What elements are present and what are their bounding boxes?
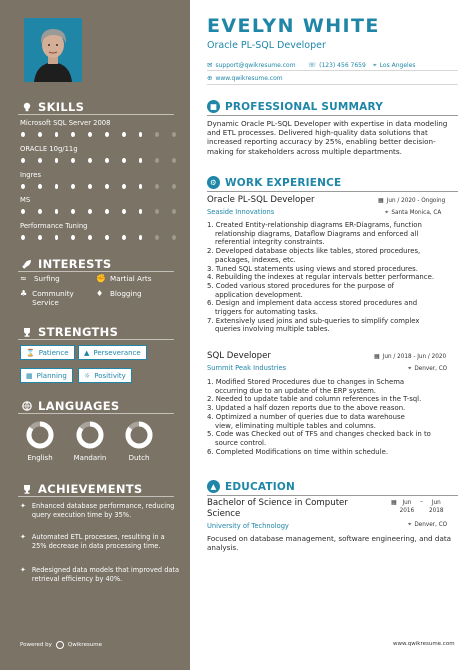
achievement-item (20, 566, 180, 584)
location-pin-icon: ⌖ (373, 61, 377, 69)
contact-email[interactable] (207, 61, 296, 69)
education-text: Focused on database management, software engineering, and data analysis. (207, 534, 452, 553)
blogging-icon: ♦ (96, 289, 104, 298)
bullet-line: 3. Updated a half dozen reports due to the above reason. (207, 404, 406, 413)
degree-line: Science (207, 508, 241, 519)
website-text[interactable]: www.qwikresume.com (215, 74, 283, 82)
job-role: SQL Developer (207, 351, 271, 361)
graduation-cap-icon: ▲ (207, 480, 220, 493)
divider (207, 84, 458, 85)
bullet-line: 6. Completed Modifications on time within schedule. (207, 447, 389, 456)
interest-label: Martial Arts (110, 274, 152, 283)
interest-item (96, 274, 152, 283)
bullet-line: 4. Optimized a number of queries due to data warehouse (207, 412, 405, 421)
achievement-text: Enhanced database performance, reducing query execution time by 35%. (31, 502, 175, 519)
education-heading (207, 480, 295, 493)
edu-start-month: Jun (402, 500, 412, 506)
powered-by-brand[interactable]: Qwikresume (67, 642, 103, 648)
sidebar (0, 0, 190, 670)
calendar-icon: ▦ (391, 499, 397, 506)
location-pin-icon: ⌖ (408, 365, 412, 372)
footer-url[interactable]: www.qwikresume.com (393, 641, 455, 647)
language-item (119, 420, 159, 462)
powered-by (20, 641, 102, 649)
strength-label: Patience (38, 348, 69, 357)
strength-label: Positivity (94, 371, 126, 380)
summary-text: Dynamic Oracle PL-SQL Developer with expertise in data modeling and ETL processes. Delivered high-quality data solutions that increased reporting accuracy by 25%, enabling better decision-making for stakeholders across multiple departments. (207, 119, 448, 156)
email-text[interactable]: support@qwikresume.com (215, 61, 296, 69)
skill-rating (20, 209, 176, 214)
qwikresume-logo-icon (56, 641, 64, 649)
skill-rating (20, 158, 176, 163)
education-dates (391, 499, 443, 515)
skill-item (20, 196, 176, 214)
job-dates-text: Jun / 2018 - Jun / 2020 (382, 353, 447, 360)
community-icon: ♣ (20, 289, 28, 298)
location-pin-icon: ⌖ (385, 209, 389, 216)
achievements-heading (22, 482, 143, 496)
rocket-icon (22, 259, 32, 269)
job-role: Oracle PL-SQL Developer (207, 195, 315, 205)
job-location-text: Denver, CO (414, 366, 448, 372)
skill-name: Microsoft SQL Server 2008 (20, 119, 111, 127)
languages-title: LANGUAGES (38, 399, 120, 413)
mountain-icon: ▲ (84, 348, 90, 357)
education-location-text: Denver, CO (414, 522, 448, 528)
strength-label: Planning (36, 371, 67, 380)
job-bullets (207, 378, 459, 456)
star-icon: ✦ (20, 533, 26, 541)
skill-item (20, 145, 176, 163)
candidate-name: EVELYN WHITE (207, 15, 380, 37)
divider (207, 70, 458, 71)
surfing-icon: ≈ (20, 274, 27, 283)
language-gauge (25, 420, 55, 450)
bullet-line: queries involving multiple tables. (215, 325, 330, 334)
divider (207, 191, 458, 192)
skills-heading (22, 100, 84, 114)
bullet-line: packages, indexes, etc. (215, 255, 296, 264)
calendar-icon: ▦ (26, 371, 33, 380)
interest-label: Community Service (32, 289, 74, 307)
main-content (190, 0, 474, 670)
achievement-text: Redesigned data models that improved data retrieval efficiency by 40%. (31, 566, 180, 583)
language-item (70, 420, 110, 462)
job-title: Oracle PL-SQL Developer (207, 40, 326, 51)
globe-icon (22, 401, 32, 411)
divider (18, 339, 174, 340)
achievements-title: ACHIEVEMENTS (38, 482, 143, 496)
divider (18, 114, 174, 115)
bulb-icon (22, 102, 32, 112)
location-pin-icon: ⌖ (408, 521, 412, 528)
star-icon: ✦ (20, 502, 26, 510)
calendar-icon: ▦ (374, 353, 380, 360)
skill-name: MS (20, 196, 31, 204)
experience-heading (207, 176, 341, 189)
bullet-line: 6. Design and implement data access stored procedures and (207, 299, 418, 308)
phone-text[interactable]: (123) 456 7659 (319, 61, 366, 69)
job-dates-text: Jun / 2020 - Ongoing (386, 197, 446, 204)
globe-icon: ⊕ (207, 74, 213, 82)
divider (207, 115, 458, 116)
degree-line: Bachelor of Science in Computer (207, 498, 348, 508)
skill-name: ORACLE 10g/11g (20, 145, 78, 153)
contact-website[interactable] (207, 74, 283, 82)
job-dates (378, 197, 445, 204)
job-location (385, 209, 441, 217)
bullet-line: 2. Developed database objects like tables, stored procedures, (207, 247, 421, 256)
interest-item (96, 289, 142, 298)
strengths-title: STRENGTHS (38, 325, 119, 339)
email-icon: ✉ (207, 61, 213, 69)
skill-item (20, 222, 176, 240)
job-bullets (207, 221, 459, 334)
hourglass-icon: ⌛ (26, 348, 35, 357)
interest-label: Surfing (34, 274, 60, 283)
skill-rating (20, 235, 176, 240)
job-location (408, 365, 447, 373)
achievement-item (20, 533, 180, 551)
interests-title: INTERESTS (38, 257, 112, 271)
bullet-line: 5. Coded various stored procedures for the purpose of (207, 281, 395, 290)
language-item (20, 420, 60, 462)
bullet-line: relationship diagrams, Dataflow Diagrams and enforced all (215, 229, 419, 238)
education-school: University of Technology (207, 522, 289, 530)
strength-tag (78, 368, 132, 383)
bullet-line: 2. Needed to update table and column references in the T-sql. (207, 395, 422, 404)
bullet-line: view, eliminating multiple tables and columns. (215, 421, 376, 430)
achievement-text: Automated ETL processes, resulting in a 25% decrease in data processing time. (31, 533, 165, 550)
bullet-line: occurring due to an update of the ERP system. (215, 386, 376, 395)
languages-heading (22, 399, 119, 413)
bullet-line: 7. Extensively used joins and sub-queries to simplify complex (207, 316, 420, 325)
location-text: Los Angeles (379, 62, 416, 69)
job-company: Summit Peak Industries (207, 364, 287, 372)
divider (207, 495, 458, 496)
bullet-line: triggers for automating tasks. (215, 308, 318, 317)
divider (18, 271, 174, 272)
strength-label: Perseverance (93, 348, 141, 357)
summary-title: PROFESSIONAL SUMMARY (225, 100, 384, 113)
education-degree (207, 498, 377, 519)
skill-name: Performance Tuning (20, 222, 88, 230)
edu-start-year: 2016 (399, 508, 415, 514)
bullet-line: source control. (215, 438, 267, 447)
interest-item (20, 274, 60, 283)
skills-title: SKILLS (38, 100, 85, 114)
strength-tag (78, 345, 147, 360)
trophy-icon (22, 327, 32, 337)
job-dates (374, 353, 446, 360)
star-icon: ✦ (20, 566, 26, 574)
edu-end-year: 2018 (429, 508, 444, 514)
bullet-line: 1. Modified Stored Procedures due to changes in Schema (207, 378, 405, 386)
language-gauge (124, 420, 154, 450)
edu-end-month: Jun (431, 500, 441, 506)
interest-item (20, 289, 86, 307)
bullet-line: referential integrity constraints. (215, 238, 325, 247)
experience-title: WORK EXPERIENCE (225, 176, 342, 189)
trophy-icon (22, 484, 32, 494)
summary-heading (207, 100, 383, 113)
job-location-text: Santa Monica, CA (391, 210, 442, 216)
contact-phone[interactable] (308, 61, 366, 69)
interest-label: Blogging (110, 289, 142, 298)
strengths-heading (22, 325, 118, 339)
profile-photo (24, 18, 82, 82)
language-gauge (75, 420, 105, 450)
briefcase-icon: ■ (207, 100, 220, 113)
divider (18, 496, 174, 497)
bullet-line: 3. Tuned SQL statements using views and stored procedures. (207, 264, 418, 273)
strength-tag (20, 368, 73, 383)
contact-location (373, 61, 416, 70)
job-company: Seaside Innovations (207, 208, 275, 216)
strength-tag (20, 345, 75, 360)
skill-rating (20, 132, 176, 137)
achievement-item (20, 502, 180, 520)
interests-heading (22, 257, 111, 271)
bullet-line: 4. Rebuilding the indexes at regular intervals better performance. (207, 273, 435, 282)
divider (18, 413, 174, 414)
martial-arts-icon: ✊ (96, 274, 106, 283)
sun-icon: ☼ (84, 371, 91, 380)
phone-icon: ☏ (308, 61, 317, 69)
skill-item (20, 119, 176, 137)
education-title: EDUCATION (225, 480, 296, 493)
language-name: English (27, 454, 53, 462)
edu-end (429, 499, 443, 515)
language-name: Mandarin (73, 454, 107, 462)
bullet-line: 1. Created Entity-relationship diagrams ER-Diagrams, function (207, 221, 422, 229)
calendar-icon: ▦ (378, 197, 384, 204)
bullet-line: application development. (215, 290, 303, 299)
skill-name: Ingres (20, 171, 41, 179)
date-separator: – (420, 499, 423, 505)
language-name: Dutch (128, 454, 150, 462)
skill-rating (20, 184, 176, 189)
edu-start (400, 499, 414, 515)
powered-by-label: Powered by (20, 642, 52, 648)
education-location (408, 521, 447, 529)
gear-icon: ⚙ (207, 176, 220, 189)
bullet-line: 5. Code was Checked out of TFS and changes checked back in to (207, 430, 431, 439)
skill-item (20, 171, 176, 189)
